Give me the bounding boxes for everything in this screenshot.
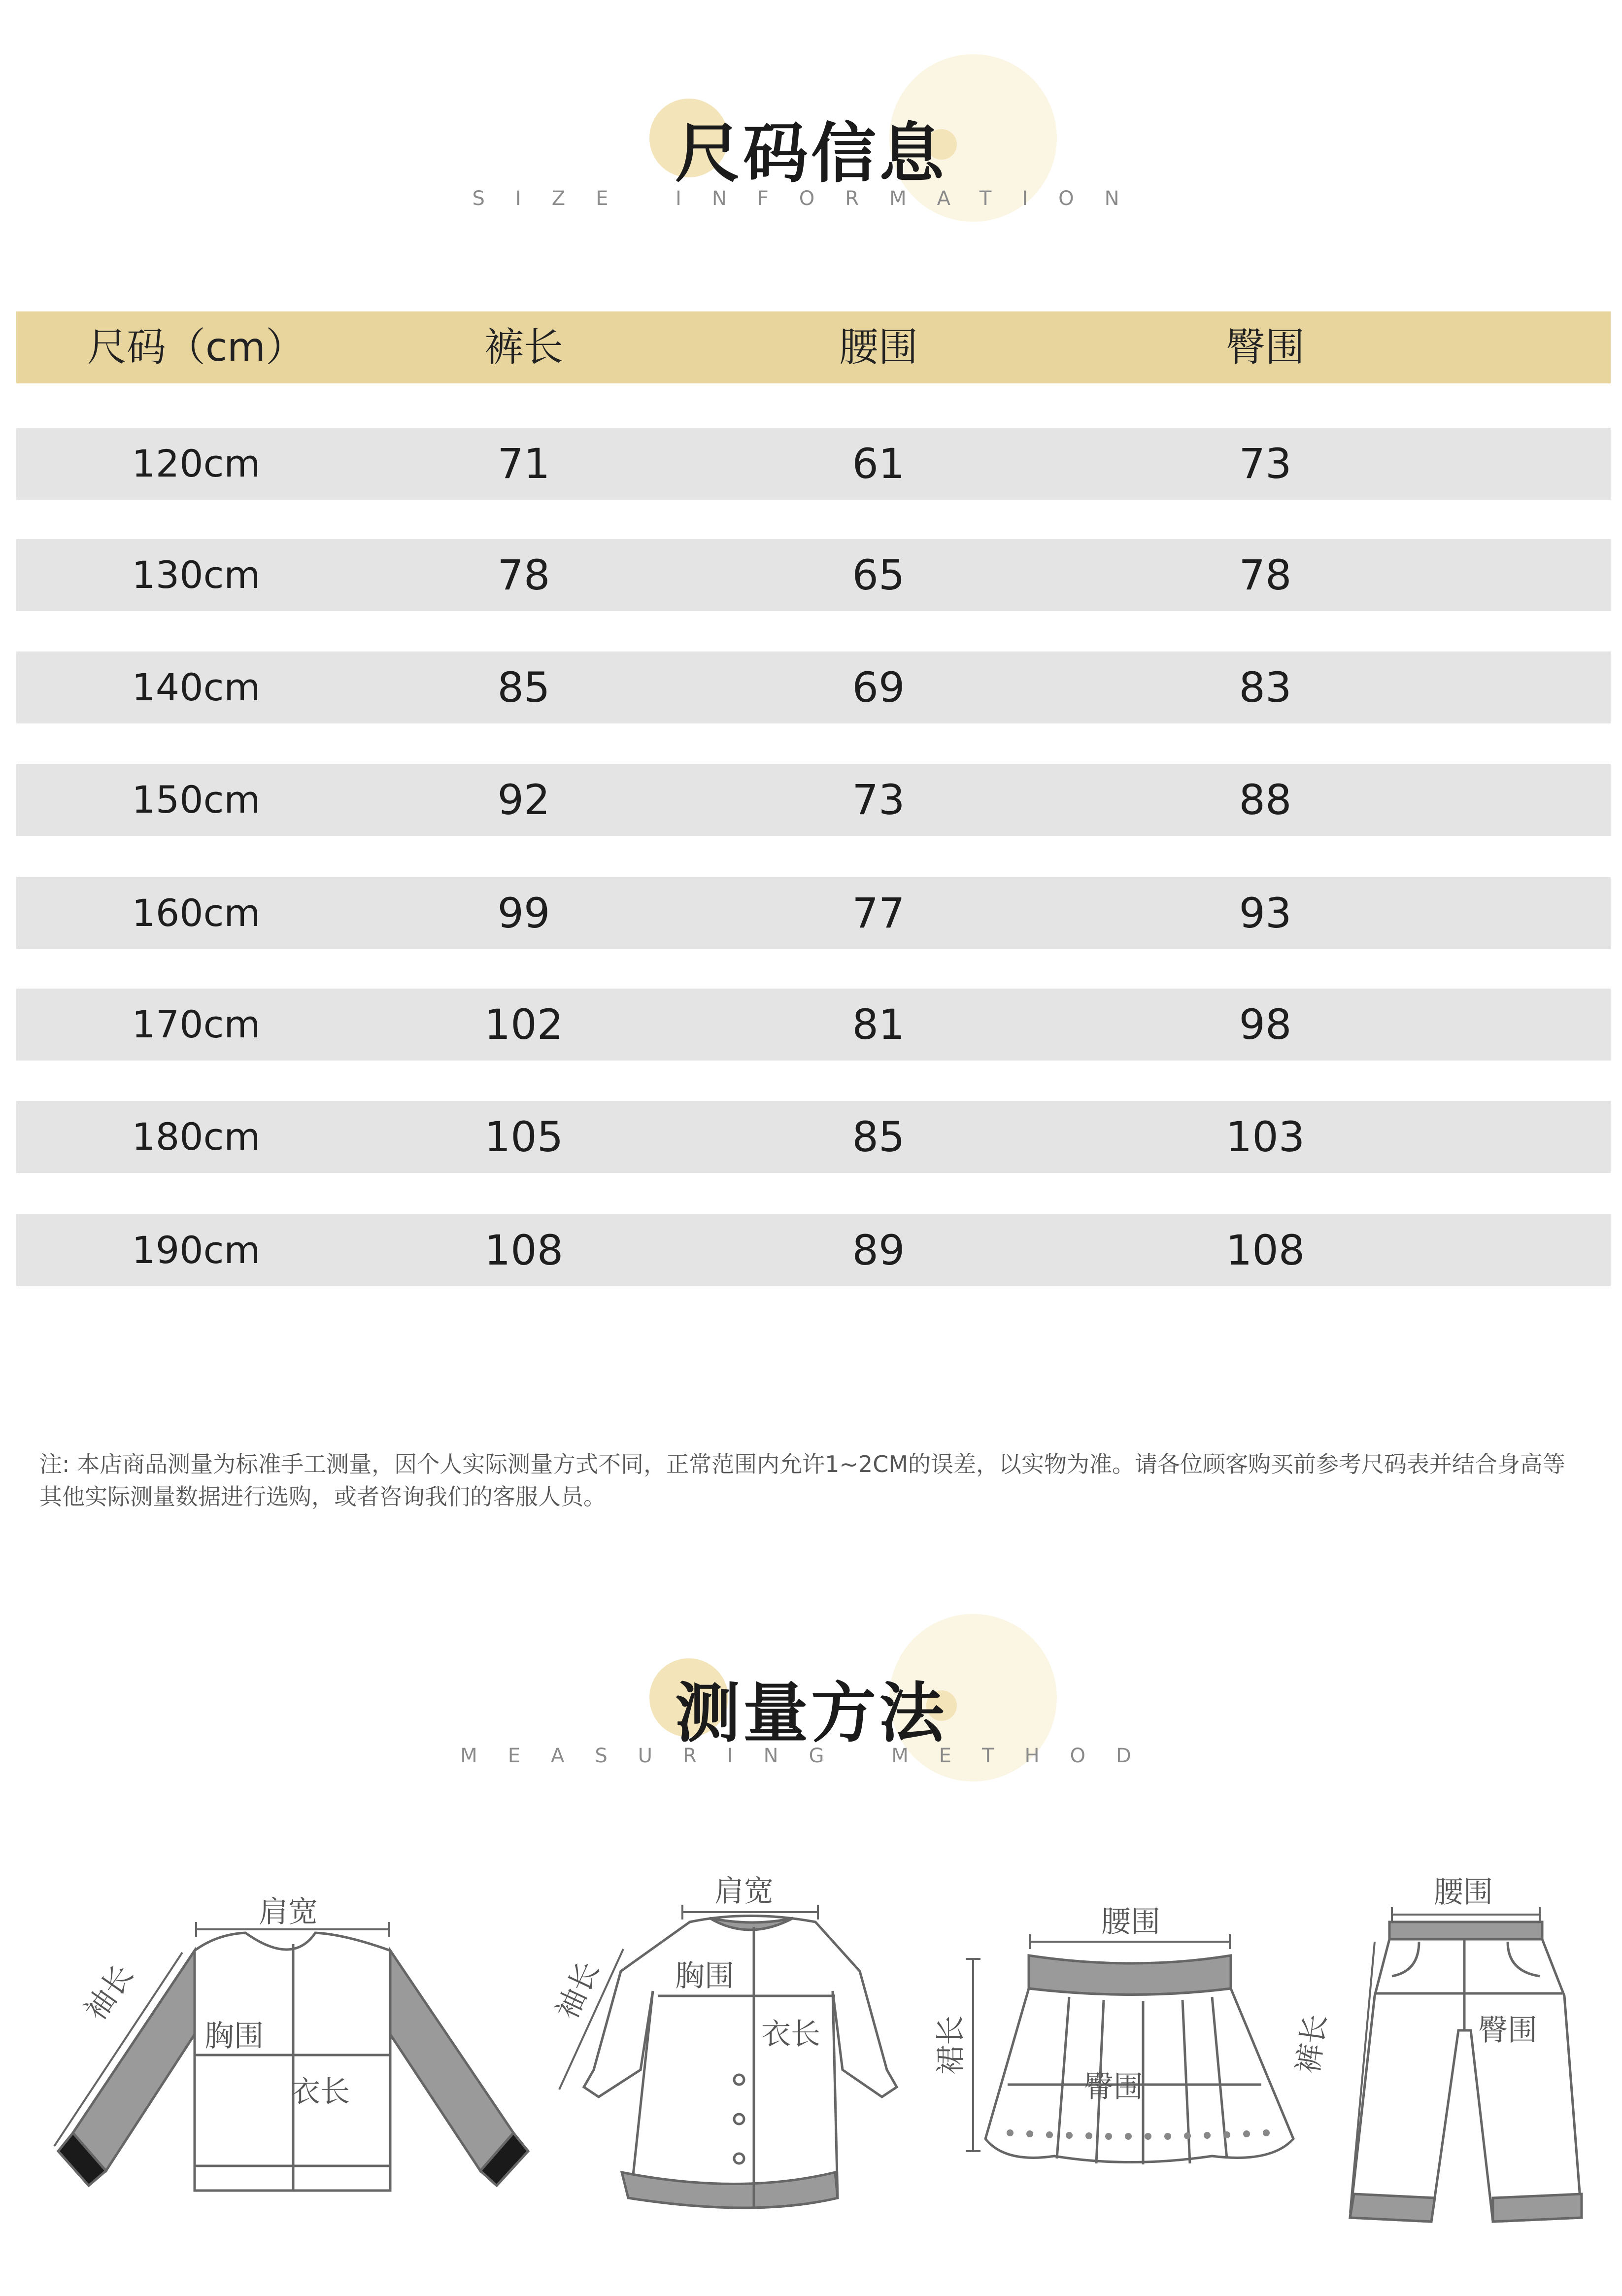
skirt-waist-label: 腰围 [1101, 1905, 1160, 1939]
cell-size: 190cm [132, 1228, 261, 1272]
cell-pants-length: 99 [497, 889, 550, 937]
cell-pants-length: 78 [497, 551, 550, 599]
cell-hip: 88 [1239, 776, 1292, 824]
table-row [16, 1101, 1611, 1173]
dress-length-label: 衣长 [761, 2017, 820, 2052]
header-size: 尺码（cm） [87, 324, 305, 370]
cell-size: 160cm [132, 891, 261, 935]
table-row [16, 651, 1611, 723]
size-info-title: 尺码信息 [675, 116, 947, 192]
header-pants-length: 裤长 [484, 324, 563, 370]
cell-hip: 103 [1225, 1113, 1305, 1161]
cell-pants-length: 105 [484, 1113, 564, 1161]
sweater-sleeve-label: 袖长 [78, 1958, 140, 2027]
dress-sleeve-label: 袖长 [549, 1956, 607, 2025]
cell-waist: 81 [852, 1000, 905, 1049]
sweater-length-label: 衣长 [291, 2075, 350, 2109]
sweater-diagram [54, 1922, 528, 2191]
table-row [16, 428, 1611, 500]
cell-waist: 77 [852, 889, 905, 937]
cell-size: 170cm [132, 1002, 261, 1046]
cell-size: 150cm [132, 778, 261, 822]
size-info-heading [0, 0, 1622, 256]
cell-size: 180cm [132, 1115, 261, 1159]
pants-waist-label: 腰围 [1434, 1875, 1493, 1910]
cell-hip: 98 [1239, 1000, 1292, 1049]
cell-pants-length: 108 [484, 1226, 564, 1274]
skirt-hip-label: 臀围 [1084, 2070, 1143, 2104]
header-hip: 臀围 [1226, 324, 1305, 370]
skirt-length-label: 裙长 [934, 2016, 968, 2075]
dress-shoulder-label: 肩宽 [714, 1874, 774, 1909]
table-row [16, 539, 1611, 611]
table-row [16, 764, 1611, 836]
cell-hip: 83 [1239, 663, 1292, 712]
cell-pants-length: 102 [484, 1000, 564, 1049]
pants-diagram [1350, 1907, 1582, 2222]
sweater-chest-label: 胸围 [204, 2019, 264, 2054]
cell-waist: 65 [852, 551, 905, 599]
garment-illustrations [0, 1823, 1622, 2267]
table-row [16, 1214, 1611, 1286]
measuring-title: 测量方法 [675, 1676, 947, 1751]
skirt-diagram [966, 1934, 1293, 2164]
cell-pants-length: 85 [497, 663, 550, 712]
cell-waist: 85 [852, 1113, 905, 1161]
measuring-heading [0, 1607, 1622, 1823]
header-waist: 腰围 [839, 324, 918, 370]
dress-chest-label: 胸围 [675, 1959, 734, 1993]
sweater-shoulder-label: 肩宽 [259, 1895, 318, 1929]
cell-pants-length: 71 [497, 440, 550, 488]
size-note: 注: 本店商品测量为标准手工测量，因个人实际测量方式不同，正常范围内允许1~2CM的误差，以实物为准。请各位顾客购买前参考尺码表并结合身高等其他实际测量数据进行选购，或者咨询我们的客服人员。 [39, 1451, 1566, 1510]
cell-hip: 78 [1239, 551, 1292, 599]
cell-hip: 93 [1239, 889, 1292, 937]
cell-waist: 73 [852, 776, 905, 824]
cell-waist: 69 [852, 663, 905, 712]
cell-pants-length: 92 [497, 776, 550, 824]
cell-size: 140cm [132, 665, 261, 709]
cell-hip: 108 [1225, 1226, 1305, 1274]
dress-diagram [559, 1905, 897, 2208]
measuring-subtitle: MEASURING METHOD [460, 1745, 1162, 1767]
pants-hip-label: 臀围 [1478, 2013, 1537, 2048]
cell-hip: 73 [1239, 440, 1292, 488]
cell-size: 130cm [132, 553, 261, 597]
size-info-subtitle: SIZE INFORMATION [472, 187, 1150, 210]
table-row [16, 877, 1611, 949]
cell-waist: 89 [852, 1226, 905, 1274]
pants-length-label: 裤长 [1290, 2012, 1333, 2076]
cell-size: 120cm [132, 442, 261, 485]
cell-waist: 61 [852, 440, 905, 488]
table-row [16, 989, 1611, 1061]
measurement-diagrams [0, 1823, 1622, 2267]
table-header-row [16, 311, 1611, 383]
